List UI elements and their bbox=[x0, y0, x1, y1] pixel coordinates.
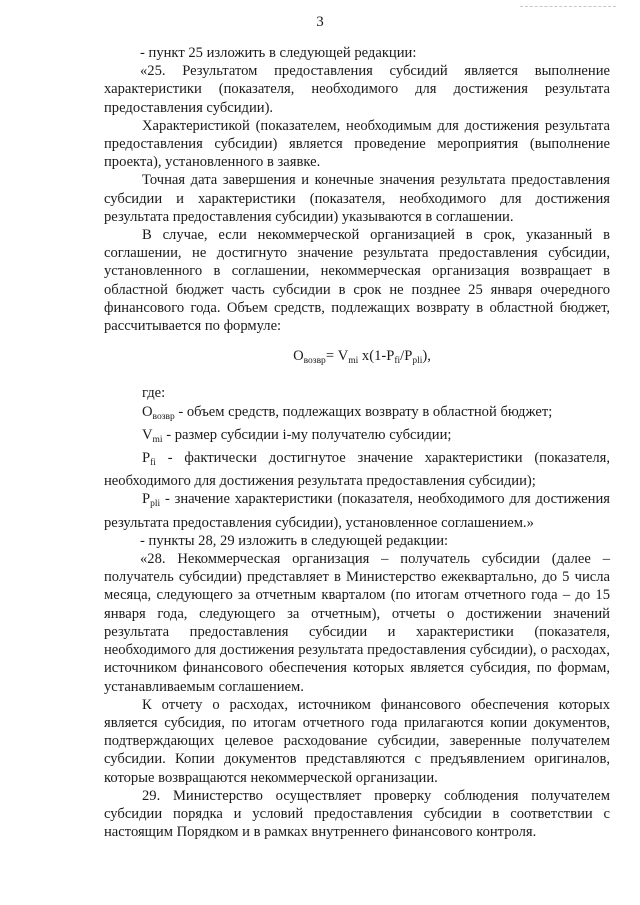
scan-artifact bbox=[520, 6, 616, 8]
where-label: где: bbox=[142, 385, 166, 402]
amendment-intro-28-29: - пункты 28, 29 изложить в следующей редакции: bbox=[140, 532, 449, 549]
paragraph-28-reports: «28. Некоммерческая организация – получатель субсидии (далее – получатель субсидии) представляет в Министерство ежеквартально, до 5 числа месяца, следующего за отчетным кварталом (по итогам отчетного года – до 15 января года, следующего за отчетным), отчеты о достижении значений результата предоставления субсидии и характеристики (показателя, необходимого для достижения результата предоставления субсидии), о расходах, источником финансового обеспечения которых является субсидия, по формам, устанавливаемым соглашением. bbox=[104, 551, 610, 695]
refund-formula: $О_{возвр}= V_{mi}$ $x(1-P_{fi}/P_{pli})$, bbox=[293, 348, 431, 367]
paragraph-25-refund: В случае, если некоммерческой организацией в срок, указанный в соглашении, не достигнуто значение результата предоставления субсидии, установленного в соглашении, некоммерческая организация возвращает в областной бюджет часть субсидии в срок не позднее 25 января очередного финансового года. Объем средств, подлежащих возврату в областной бюджет, рассчитывается по формуле: bbox=[104, 227, 610, 335]
amendment-intro-25: - пункт 25 изложить в следующей редакции: bbox=[140, 45, 417, 61]
paragraph-28-attachments: К отчету о расходах, источником финансового обеспечения которых является субсидия, по итогам отчетного года прилагаются копии документов, подтверждающих целевое расходование субсидии, заверенные получателем субсидии. Копии документов представляются с предъявлением оригиналов, которые возвращаются некоммерческой организации. bbox=[104, 696, 610, 786]
paragraph-29-control: 29. Министерство осуществляет проверку соблюдения получателем субсидии порядка и условий предоставления субсидии в соответствии с настоящим Порядком и в рамках внутреннего финансового контроля. bbox=[104, 787, 610, 841]
paragraph-25-dates: Точная дата завершения и конечные значения результата предоставления субсидии и характеристики (показателя, необходимого для достижения результата предоставления субсидии) указываются в соглашении. bbox=[104, 172, 610, 225]
definition-o-vozvr: $О_{возвр}$ - объем средств, подлежащих возврату в областной бюджет; bbox=[142, 403, 553, 422]
definition-p-pli: $P_{pli}$ - значение характеристики (показателя, необходимого для достижения результата предоставления субсидии), установленное соглашением.» bbox=[104, 491, 610, 531]
definition-v-mi: $V_{mi}$ - размер субсидии i-му получателю субсидии; bbox=[142, 426, 452, 445]
document-body bbox=[104, 44, 610, 841]
paragraph-25-characteristic: Характеристикой (показателем, необходимым для достижения результата предоставления субсидии) является проведение мероприятия (выполнение проекта), установленного в заявке. bbox=[104, 117, 610, 171]
paragraph-25-result: «25. Результатом предоставления субсидий является выполнение характеристики (показателя, необходимого для достижения результата предоставления субсидии). bbox=[104, 63, 610, 116]
page-number: 3 bbox=[316, 14, 324, 30]
definition-p-fi: $P_{fi}$ - фактически достигнутое значение характеристики (показателя, необходимого для достижения результата предоставления субсидии); bbox=[104, 450, 610, 490]
